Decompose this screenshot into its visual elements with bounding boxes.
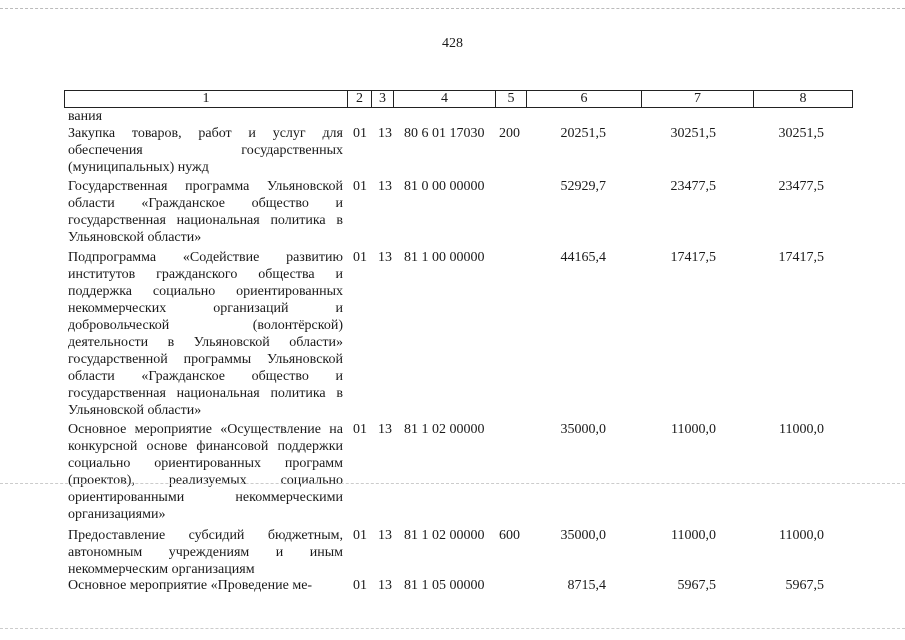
header-cell-7: 7	[641, 91, 753, 107]
row-amount-6: 52929,7	[560, 179, 606, 194]
row-subsection: 13	[378, 126, 392, 141]
header-cell-2: 2	[347, 91, 371, 107]
scan-edge-top	[0, 8, 905, 9]
row-section: 01	[353, 578, 367, 593]
header-cell-4: 4	[393, 91, 495, 107]
row-description: Основное мероприятие «Проведение ме-	[68, 578, 313, 593]
row-amount-7: 11000,0	[671, 528, 716, 543]
row-amount-6: 44165,4	[560, 250, 606, 265]
row-description: Основное мероприятие «Осуществление на конкурсной основе финансовой поддержки социально ориентированных программ (проектов), реализуемых социально ориентированными некоммерческими организациями»	[68, 422, 343, 522]
row-subsection: 13	[378, 250, 392, 265]
row-amount-6: 35000,0	[560, 422, 606, 437]
row-section: 01	[353, 250, 367, 265]
continuation-text: вания	[68, 109, 103, 124]
row-subsection: 13	[378, 528, 392, 543]
row-subsection: 13	[378, 578, 392, 593]
row-target-code: 81 1 05 00000	[404, 578, 485, 593]
row-amount-8: 5967,5	[785, 578, 824, 593]
row-target-code: 81 1 02 00000	[404, 528, 485, 543]
row-amount-7: 17417,5	[670, 250, 716, 265]
row-section: 01	[353, 528, 367, 543]
row-subsection: 13	[378, 179, 392, 194]
row-target-code: 81 0 00 00000	[404, 179, 485, 194]
row-target-code: 81 1 02 00000	[404, 422, 485, 437]
row-amount-7: 23477,5	[670, 179, 716, 194]
row-section: 01	[353, 126, 367, 141]
row-description: Закупка товаров, работ и услуг для обеспечения государственных (муниципальных) нужд	[68, 126, 343, 175]
row-section: 01	[353, 422, 367, 437]
header-cell-3: 3	[371, 91, 393, 107]
row-target-code: 80 6 01 17030	[404, 126, 485, 141]
row-amount-8: 23477,5	[778, 179, 824, 194]
header-cell-6: 6	[526, 91, 641, 107]
row-description: Предоставление субсидий бюджетным, автономным учреждениям и иным некоммерческим организациям	[68, 528, 343, 577]
row-amount-8: 11000,0	[779, 422, 824, 437]
row-amount-8: 30251,5	[778, 126, 824, 141]
row-amount-8: 17417,5	[778, 250, 824, 265]
row-amount-7: 5967,5	[677, 578, 716, 593]
row-amount-8: 11000,0	[779, 528, 824, 543]
row-description: Подпрограмма «Содействие развитию институтов гражданского общества и поддержка социально ориентированных некоммерческих организаций и добровольческой (волонтёрской) деятельности в Ульяновской области» государственной программы Ульяновской области «Гражданское общество и государственная национальная политика в Ульяновской области»	[68, 250, 343, 418]
header-cell-1: 1	[202, 91, 210, 106]
row-expense-type: 200	[499, 126, 520, 141]
row-section: 01	[353, 179, 367, 194]
row-amount-7: 30251,5	[670, 126, 716, 141]
table-header	[64, 90, 853, 108]
scan-artifact-line	[0, 483, 905, 484]
page-number: 428	[442, 36, 463, 51]
row-expense-type: 600	[499, 528, 520, 543]
row-target-code: 81 1 00 00000	[404, 250, 485, 265]
row-subsection: 13	[378, 422, 392, 437]
row-amount-6: 35000,0	[560, 528, 606, 543]
row-amount-6: 8715,4	[567, 578, 606, 593]
row-amount-7: 11000,0	[671, 422, 716, 437]
row-description: Государственная программа Ульяновской области «Гражданское общество и государственная национальная политика в Ульяновской области»	[68, 179, 343, 245]
header-cell-5: 5	[495, 91, 526, 107]
header-cell-8: 8	[753, 91, 852, 107]
row-amount-6: 20251,5	[560, 126, 606, 141]
scan-edge-bottom	[0, 628, 905, 629]
